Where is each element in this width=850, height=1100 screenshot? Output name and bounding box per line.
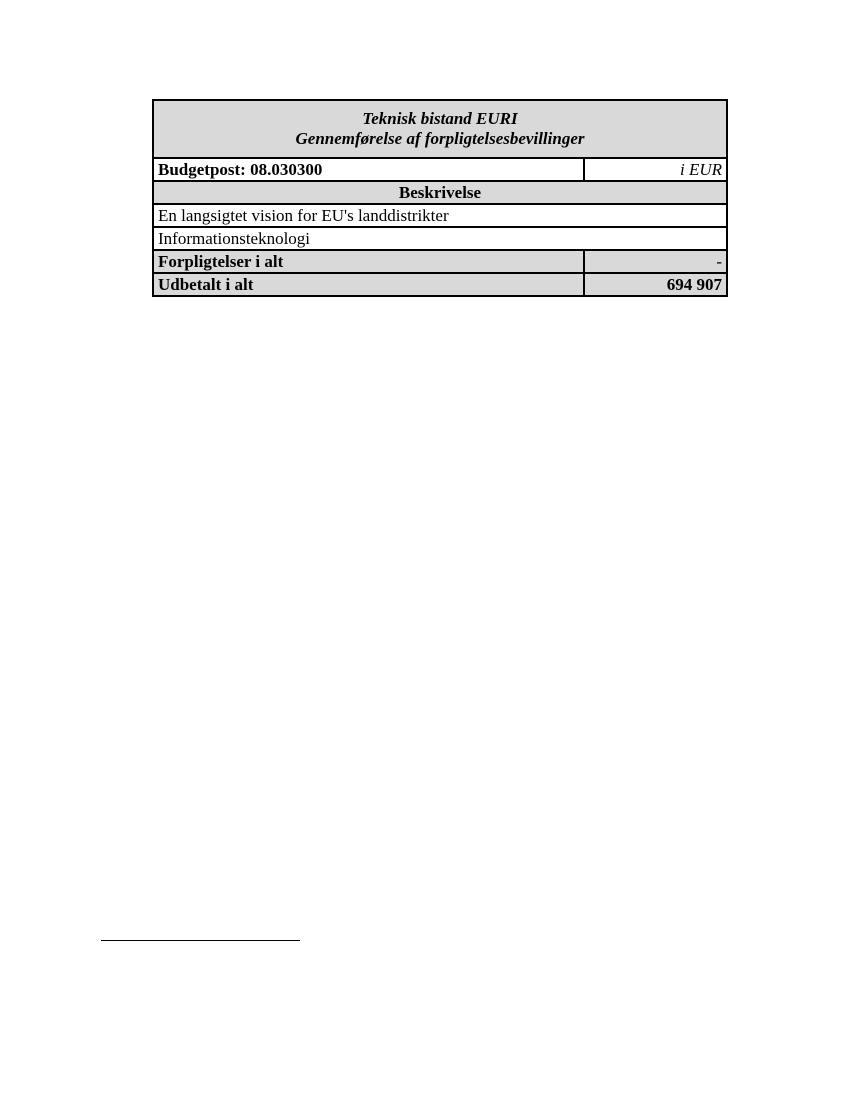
total-label: Udbetalt i alt xyxy=(153,273,584,296)
footnote-separator xyxy=(101,940,300,941)
total-row xyxy=(153,273,727,296)
budget-table xyxy=(152,99,728,297)
table-row xyxy=(153,227,727,250)
section-header-row xyxy=(153,181,727,204)
table-title-row xyxy=(153,100,727,158)
section-header: Beskrivelse xyxy=(153,181,727,204)
total-row xyxy=(153,250,727,273)
total-value: 694 907 xyxy=(584,273,727,296)
table-title xyxy=(153,100,727,158)
table-row xyxy=(153,204,727,227)
title-line-2: Gennemførelse af forpligtelsesbevillinger xyxy=(295,129,585,148)
description-item: En langsigtet vision for EU's landdistrikter xyxy=(153,204,727,227)
total-value: - xyxy=(584,250,727,273)
budget-row xyxy=(153,158,727,181)
title-line-1: Teknisk bistand EURI xyxy=(362,109,518,128)
currency-label: i EUR xyxy=(584,158,727,181)
description-item: Informationsteknologi xyxy=(153,227,727,250)
budget-label: Budgetpost: 08.030300 xyxy=(153,158,584,181)
total-label: Forpligtelser i alt xyxy=(153,250,584,273)
